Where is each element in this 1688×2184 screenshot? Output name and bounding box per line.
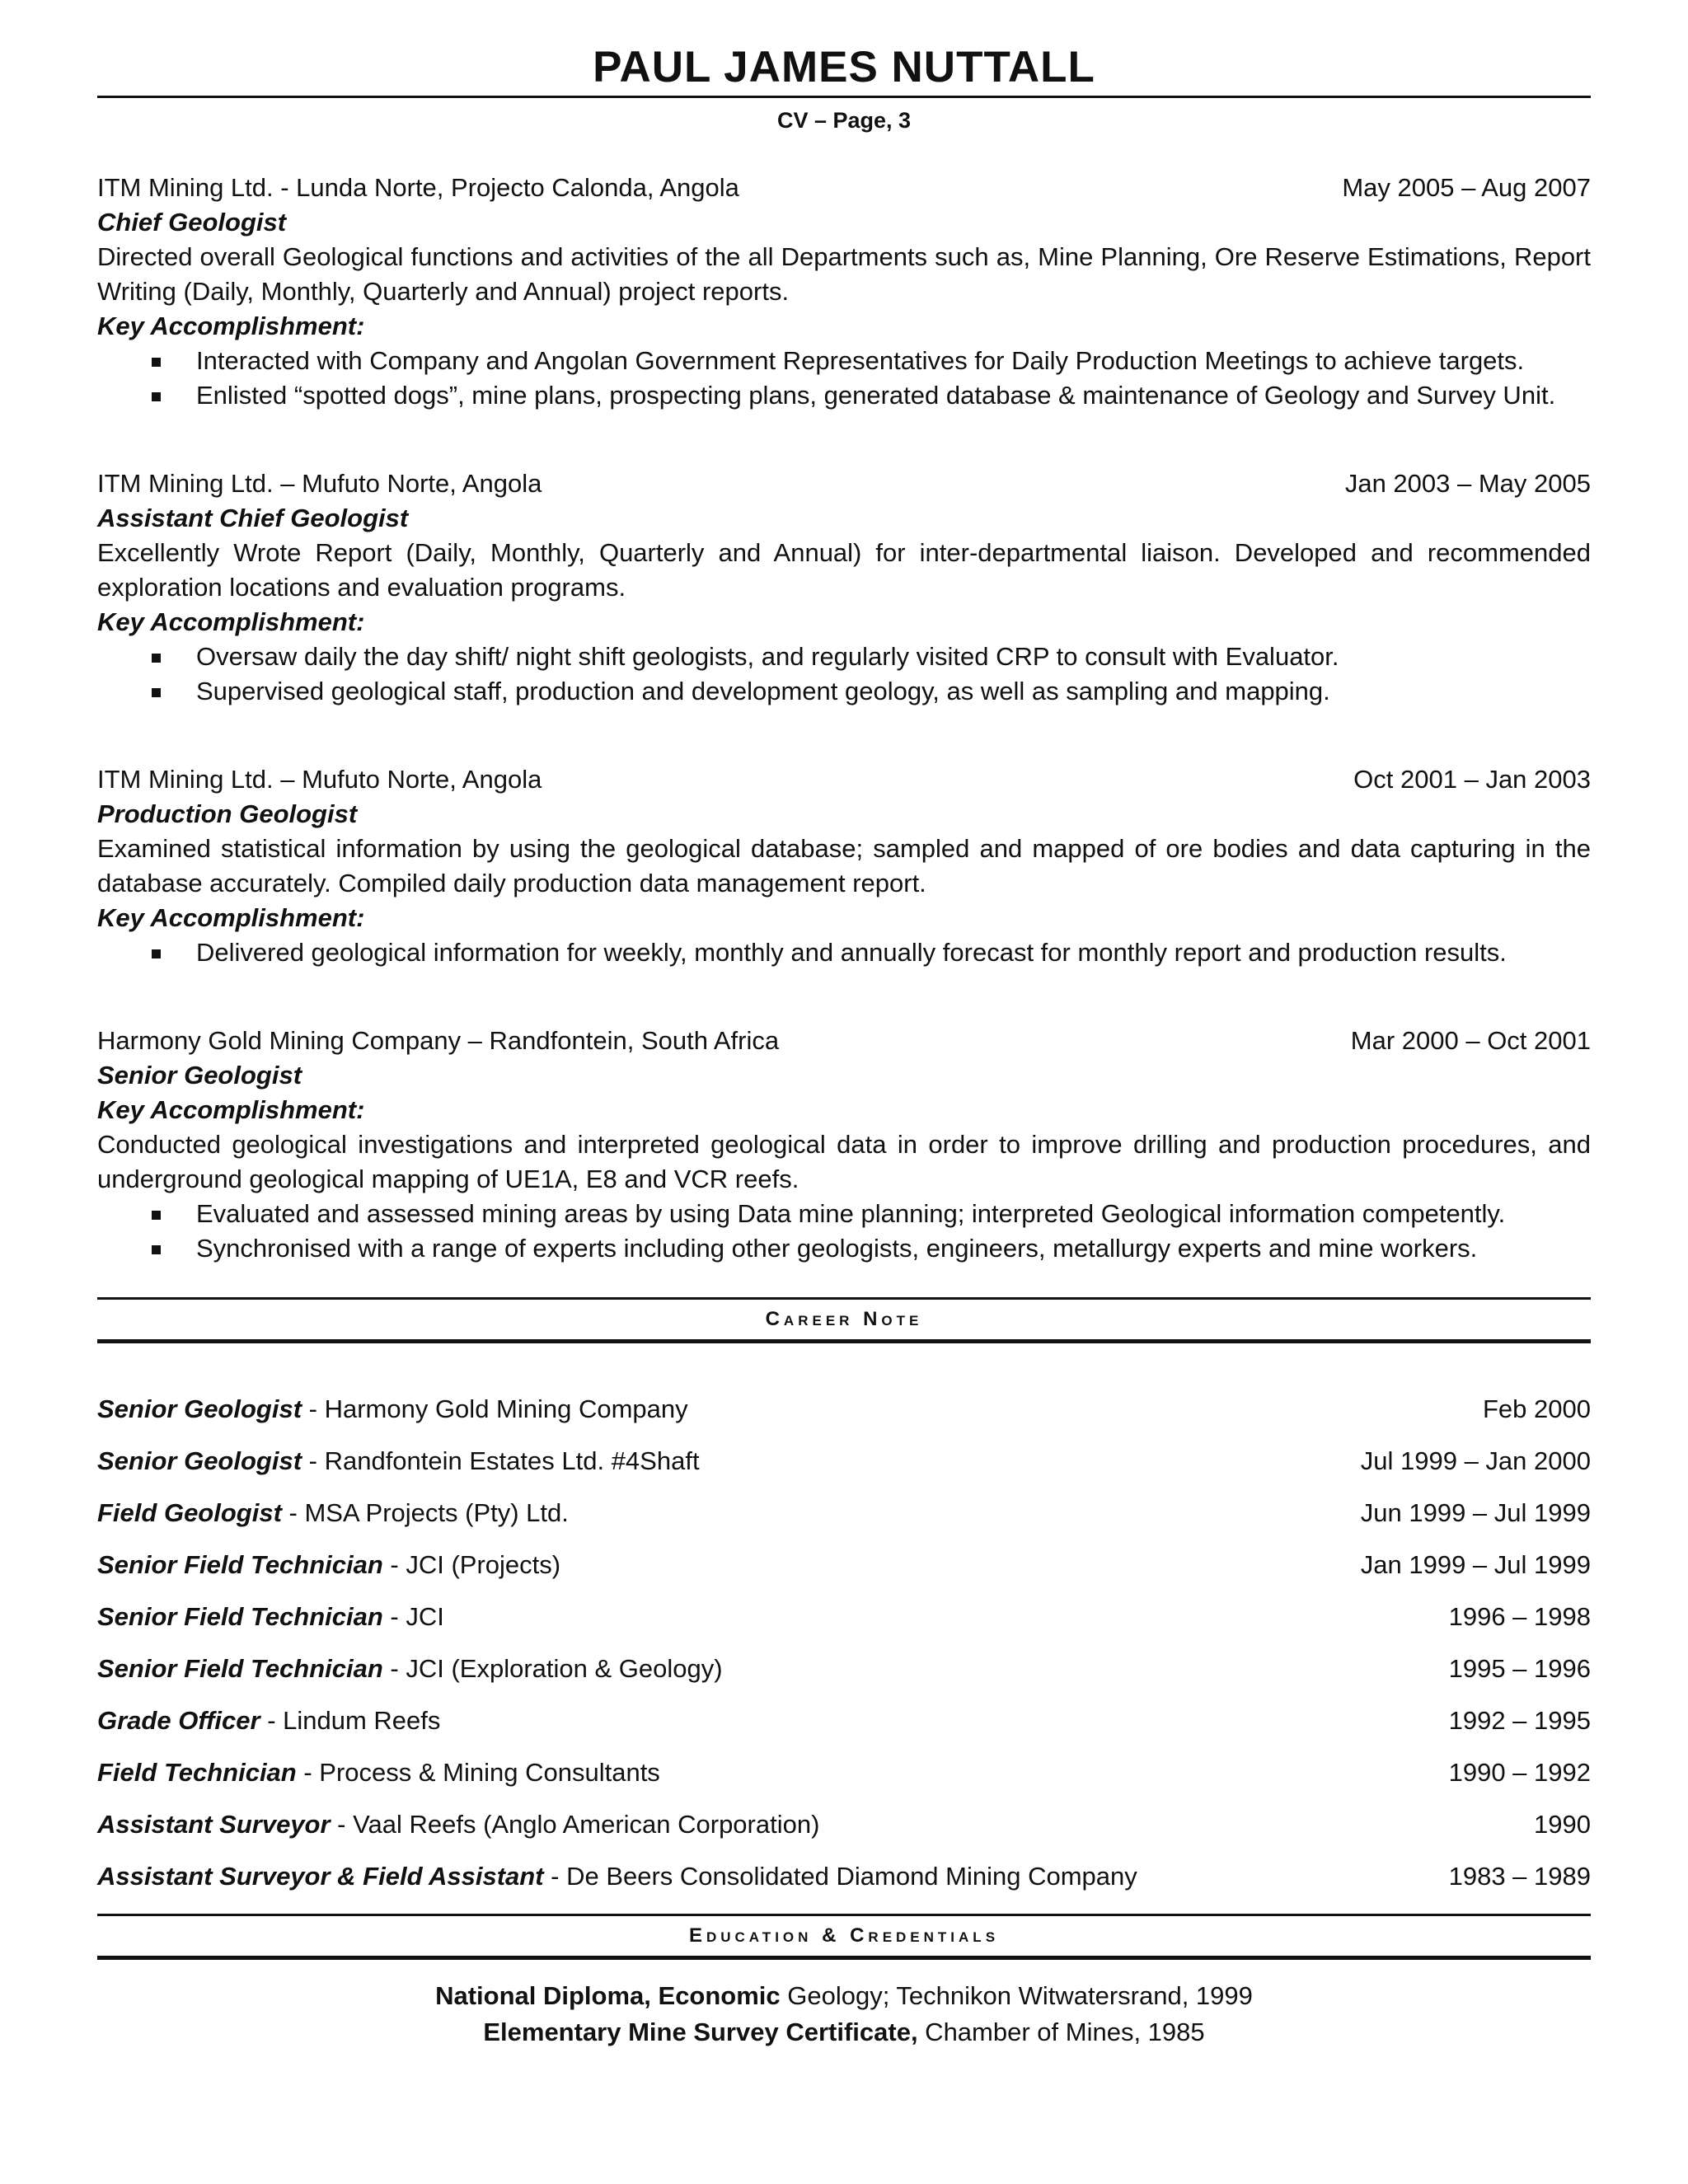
key-accomplishment-label: Key Accomplishment: xyxy=(97,607,365,636)
career-role: Senior Field Technician xyxy=(97,1550,383,1579)
career-dates: Jul 1999 – Jan 2000 xyxy=(1360,1446,1591,1475)
career-dates: Jun 1999 – Jul 1999 xyxy=(1360,1498,1591,1527)
job-title: Chief Geologist xyxy=(97,208,287,237)
bullet-text: Enlisted “spotted dogs”, mine plans, prospecting plans, generated database & maintenance of Geology and Survey Unit. xyxy=(196,381,1556,410)
job-company: Harmony Gold Mining Company – Randfontein, South Africa xyxy=(97,1026,780,1055)
career-role: Senior Field Technician xyxy=(97,1602,383,1631)
career-org: - JCI (Projects) xyxy=(382,1550,561,1579)
career-role: Assistant Surveyor & Field Assistant xyxy=(97,1862,544,1891)
career-role: Grade Officer xyxy=(97,1706,260,1735)
list-item xyxy=(97,674,1591,709)
job-description: Excellently Wrote Report (Daily, Monthly, Quarterly and Annual) for inter-departmental liaison. Developed and recommended exploration locations and evaluation programs. xyxy=(97,538,1591,602)
job-dates: Mar 2000 – Oct 2001 xyxy=(1350,1026,1591,1055)
career-org: - Lindum Reefs xyxy=(260,1706,441,1735)
list-item xyxy=(97,344,1591,378)
job-description: Examined statistical information by using the geological database; sampled and mapped of ore bodies and data capturing in the database accurately. Compiled daily production data management report. xyxy=(97,834,1591,898)
career-org: - Randfontein Estates Ltd. #4Shaft xyxy=(302,1446,700,1475)
list-item xyxy=(97,1810,1591,1862)
career-dates: Jan 1999 – Jul 1999 xyxy=(1360,1550,1591,1579)
job-entry xyxy=(97,171,1591,413)
career-org: - Harmony Gold Mining Company xyxy=(302,1394,688,1423)
career-role: Assistant Surveyor xyxy=(97,1810,331,1839)
job-company: ITM Mining Ltd. – Mufuto Norte, Angola xyxy=(97,469,542,498)
education-heading-bar xyxy=(97,1914,1591,1960)
accomplishment-list xyxy=(97,640,1591,709)
accomplishment-list xyxy=(97,1197,1591,1266)
education-list xyxy=(97,1978,1591,2050)
job-entry xyxy=(97,762,1591,970)
career-org: - Vaal Reefs (Anglo American Corporation) xyxy=(330,1810,820,1839)
candidate-name: PAUL JAMES NUTTALL xyxy=(593,43,1095,91)
list-item xyxy=(97,378,1591,413)
career-note-list xyxy=(97,1394,1591,1914)
job-title: Senior Geologist xyxy=(97,1061,302,1090)
career-role: Senior Geologist xyxy=(97,1446,302,1475)
list-item xyxy=(97,935,1591,970)
job-header xyxy=(97,466,1591,501)
bullet-text: Interacted with Company and Angolan Government Representatives for Daily Production Meetings to achieve targets. xyxy=(196,346,1525,375)
list-item xyxy=(97,640,1591,674)
career-org: - MSA Projects (Pty) Ltd. xyxy=(281,1498,569,1527)
credential-detail: Chamber of Mines, 1985 xyxy=(917,2018,1205,2046)
career-role: Field Geologist xyxy=(97,1498,282,1527)
job-entry xyxy=(97,466,1591,709)
job-dates: Oct 2001 – Jan 2003 xyxy=(1353,765,1591,794)
credential-detail: Geology; Technikon Witwatersrand, 1999 xyxy=(780,1981,1253,2010)
career-org: - De Beers Consolidated Diamond Mining Company xyxy=(543,1862,1137,1891)
key-accomplishment-label: Key Accomplishment: xyxy=(97,312,365,340)
job-title: Assistant Chief Geologist xyxy=(97,504,409,532)
list-item xyxy=(97,1446,1591,1498)
career-org: - JCI (Exploration & Geology) xyxy=(382,1654,723,1683)
career-note-heading-bar xyxy=(97,1297,1591,1343)
list-item xyxy=(97,1231,1591,1266)
job-description: Conducted geological investigations and interpreted geological data in order to improve drilling and production procedures, and underground geological mapping of UE1A, E8 and VCR reefs. xyxy=(97,1130,1591,1193)
list-item xyxy=(97,1602,1591,1654)
list-item xyxy=(97,1654,1591,1706)
list-item xyxy=(97,1394,1591,1446)
bullet-text: Supervised geological staff, production and development geology, as well as sampling and mapping. xyxy=(196,677,1330,705)
header-rule xyxy=(97,96,1591,98)
list-item xyxy=(97,2014,1591,2050)
job-header xyxy=(97,171,1591,205)
job-dates: May 2005 – Aug 2007 xyxy=(1342,173,1591,202)
job-description: Directed overall Geological functions and activities of the all Departments such as, Mine Planning, Ore Reserve Estimations, Report Writing (Daily, Monthly, Quarterly and Annual) project reports. xyxy=(97,242,1591,306)
section-title: Education & Credentials xyxy=(688,1924,1000,1947)
list-item xyxy=(97,1550,1591,1602)
career-dates: 1983 – 1989 xyxy=(1448,1862,1591,1891)
bullet-text: Synchronised with a range of experts including other geologists, engineers, metallurgy experts and mine workers. xyxy=(196,1234,1478,1263)
list-item xyxy=(97,1862,1591,1914)
section-title: Career Note xyxy=(765,1308,923,1330)
career-dates: 1992 – 1995 xyxy=(1448,1706,1591,1735)
job-dates: Jan 2003 – May 2005 xyxy=(1344,469,1591,498)
career-role: Senior Field Technician xyxy=(97,1654,383,1683)
cv-page xyxy=(97,41,1591,2050)
career-org: - Process & Mining Consultants xyxy=(296,1758,660,1787)
job-company: ITM Mining Ltd. – Mufuto Norte, Angola xyxy=(97,765,542,794)
list-item xyxy=(97,1978,1591,2014)
career-dates: Feb 2000 xyxy=(1483,1394,1591,1423)
career-dates: 1996 – 1998 xyxy=(1448,1602,1591,1631)
accomplishment-list xyxy=(97,344,1591,413)
work-experience xyxy=(97,171,1591,1266)
career-dates: 1995 – 1996 xyxy=(1448,1654,1591,1683)
career-org: - JCI xyxy=(382,1602,444,1631)
list-item xyxy=(97,1758,1591,1810)
job-header xyxy=(97,1024,1591,1058)
job-header xyxy=(97,762,1591,797)
list-item xyxy=(97,1197,1591,1231)
bullet-text: Oversaw daily the day shift/ night shift geologists, and regularly visited CRP to consult with Evaluator. xyxy=(196,642,1339,671)
bullet-text: Evaluated and assessed mining areas by using Data mine planning; interpreted Geological information competently. xyxy=(196,1199,1506,1228)
career-dates: 1990 – 1992 xyxy=(1448,1758,1591,1787)
career-role: Field Technician xyxy=(97,1758,297,1787)
job-company: ITM Mining Ltd. - Lunda Norte, Projecto Calonda, Angola xyxy=(97,173,739,202)
career-dates: 1990 xyxy=(1534,1810,1591,1839)
page-label: CV – Page, 3 xyxy=(776,108,912,133)
list-item xyxy=(97,1498,1591,1550)
credential-name: National Diploma, Economic xyxy=(435,1981,781,2010)
job-title: Production Geologist xyxy=(97,799,358,828)
job-entry xyxy=(97,1024,1591,1266)
bullet-text: Delivered geological information for weekly, monthly and annually forecast for monthly report and production results. xyxy=(196,938,1507,967)
accomplishment-list xyxy=(97,935,1591,970)
credential-name: Elementary Mine Survey Certificate, xyxy=(483,2018,918,2046)
career-role: Senior Geologist xyxy=(97,1394,302,1423)
key-accomplishment-label: Key Accomplishment: xyxy=(97,903,365,932)
key-accomplishment-label: Key Accomplishment: xyxy=(97,1095,365,1124)
list-item xyxy=(97,1706,1591,1758)
